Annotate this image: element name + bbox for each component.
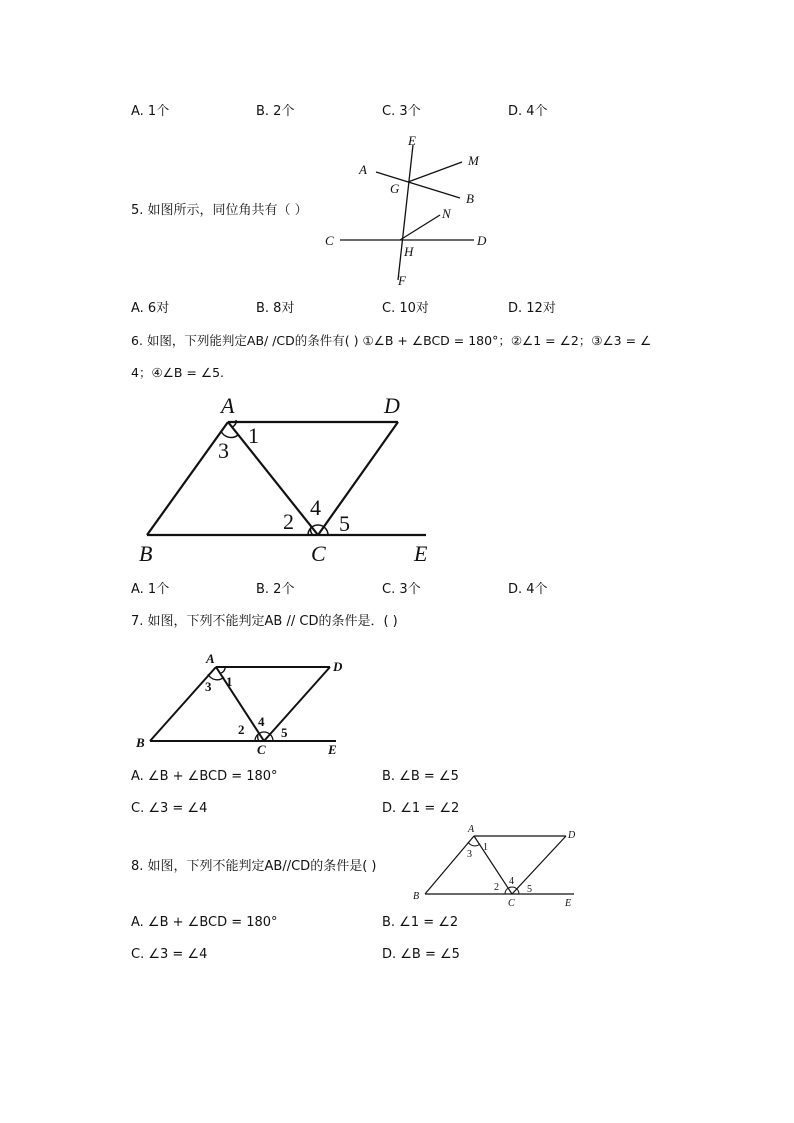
q7-option-a: A. ∠B + ∠BCD = 180° — [131, 769, 278, 784]
q5-label-a: A — [359, 162, 367, 177]
q6-label-d: D — [384, 393, 400, 418]
q8-label-d: D — [568, 830, 576, 841]
q7-label-c: C — [257, 742, 266, 757]
q4-option-d: D. 4个 — [508, 104, 548, 119]
q6-option-a: A. 1个 — [131, 582, 170, 597]
q7-angle-2: 2 — [238, 722, 245, 737]
q6-option-b: B. 2个 — [256, 582, 295, 597]
q6-label-e: E — [414, 541, 428, 566]
q8-label-e: E — [565, 898, 572, 909]
q8-angle-3: 3 — [467, 849, 472, 860]
q7-stem: 7. 如图，下列不能判定AB // CD的条件是．( ) — [131, 614, 398, 629]
q8-option-d: D. ∠B = ∠5 — [382, 947, 460, 962]
q8-angle-4: 4 — [509, 876, 514, 887]
q6-angle-3: 3 — [218, 438, 229, 463]
q7-option-b: B. ∠B = ∠5 — [382, 769, 459, 784]
q4-option-b: B. 2个 — [256, 104, 295, 119]
q6-option-d: D. 4个 — [508, 582, 548, 597]
q5-label-c: C — [325, 233, 334, 248]
q7-label-d: D — [333, 659, 343, 674]
q6-option-c: C. 3个 — [382, 582, 421, 597]
q8-option-b: B. ∠1 = ∠2 — [382, 915, 459, 930]
q8-stem: 8. 如图，下列不能判定AB//CD的条件是( ) — [131, 859, 377, 874]
q6-label-a: A — [221, 393, 235, 418]
q5-label-h: H — [404, 244, 414, 259]
q8-label-b: B — [413, 891, 420, 902]
q5-label-n: N — [442, 206, 451, 221]
q7-label-b: B — [136, 735, 145, 750]
q5-option-c: C. 10对 — [382, 301, 429, 316]
q8-option-a: A. ∠B + ∠BCD = 180° — [131, 915, 278, 930]
q8-option-c: C. ∠3 = ∠4 — [131, 947, 208, 962]
q7-option-d: D. ∠1 = ∠2 — [382, 801, 460, 816]
q6-stem-line1: 6. 如图，下列能判定AB/ /CD的条件有( ) ①∠B + ∠BCD = 180°；②∠1 = ∠2；③∠3 = ∠ — [131, 333, 652, 348]
q5-label-e: E — [408, 133, 416, 148]
q6-stem-line2: 4；④∠B = ∠5. — [131, 365, 224, 380]
q6-angle-4: 4 — [310, 495, 321, 520]
q5-option-b: B. 8对 — [256, 301, 295, 316]
q7-angle-3: 3 — [205, 679, 212, 694]
q7-angle-5: 5 — [281, 725, 288, 740]
q7-option-c: C. ∠3 = ∠4 — [131, 801, 208, 816]
q5-label-d: D — [477, 233, 487, 248]
q6-angle-2: 2 — [283, 509, 294, 534]
q5-label-m: M — [468, 153, 479, 168]
q5-stem: 5. 如图所示，同位角共有（ ） — [131, 203, 308, 218]
q7-angle-1: 1 — [226, 674, 233, 689]
q6-angle-5: 5 — [339, 511, 350, 536]
q5-label-b: B — [466, 191, 474, 206]
q5-option-a: A. 6对 — [131, 301, 170, 316]
q4-option-a: A. 1个 — [131, 104, 170, 119]
q7-label-e: E — [328, 742, 337, 757]
q6-label-c: C — [311, 541, 326, 566]
q6-label-b: B — [139, 541, 153, 566]
q8-label-c: C — [508, 898, 515, 909]
q5-option-d: D. 12对 — [508, 301, 556, 316]
q8-angle-2: 2 — [494, 882, 499, 893]
q8-label-a: A — [468, 824, 475, 835]
q5-label-g: G — [390, 181, 400, 196]
q7-label-a: A — [206, 651, 215, 666]
q5-label-f: F — [398, 273, 406, 288]
q6-angle-1: 1 — [248, 423, 259, 448]
q4-option-c: C. 3个 — [382, 104, 421, 119]
q7-angle-4: 4 — [258, 714, 265, 729]
q8-angle-1: 1 — [483, 842, 488, 853]
q8-angle-5: 5 — [527, 884, 532, 895]
